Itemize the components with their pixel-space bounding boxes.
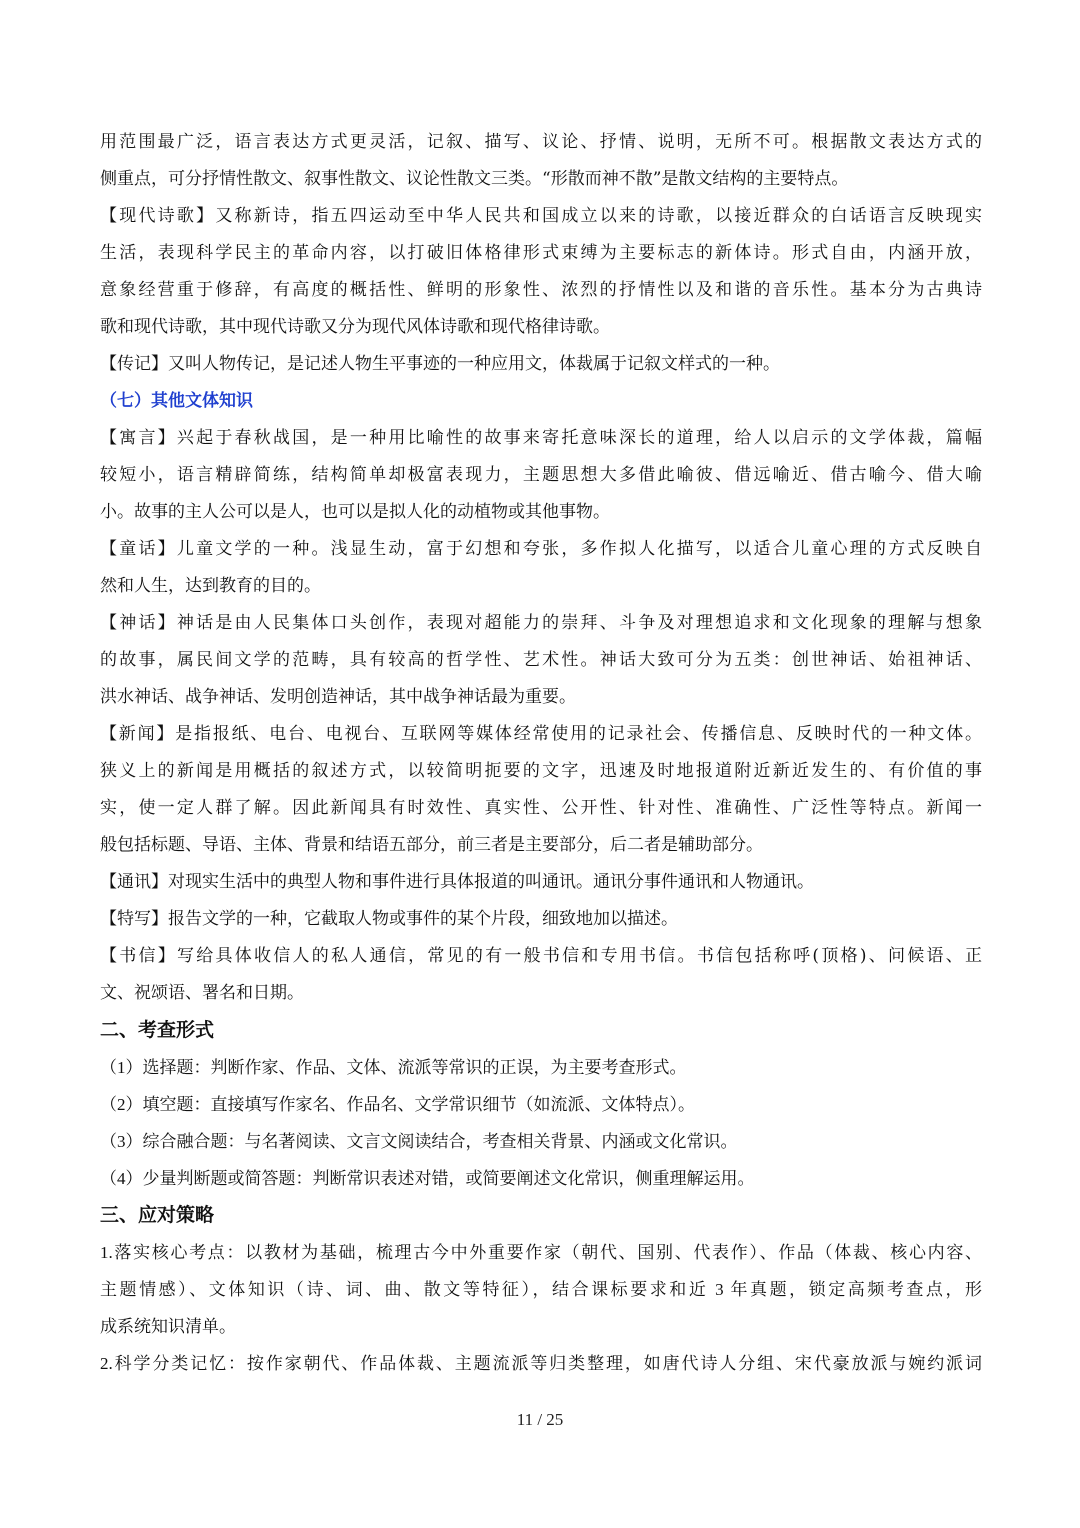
- paragraph-line: 【特写】报告文学的一种，它截取人物或事件的某个片段，细致地加以描述。: [100, 909, 678, 929]
- subheading-other-genres: （七）其他文体知识: [100, 391, 253, 411]
- paragraph-line: 【通讯】对现实生活中的典型人物和事件进行具体报道的叫通讯。通讯分事件通讯和人物通讯。: [100, 872, 814, 892]
- document-body: [100, 124, 982, 1382]
- page-number: 11 / 25: [516, 1410, 564, 1429]
- paragraph-line: 文、祝颂语、署名和日期。: [100, 983, 304, 1003]
- paragraph-line: 歌和现代诗歌，其中现代诗歌又分为现代风体诗歌和现代格律诗歌。: [100, 317, 610, 337]
- paragraph-line: 小。故事的主人公可以是人，也可以是拟人化的动植物或其他事物。: [100, 502, 610, 522]
- list-item: 主题情感）、文体知识（诗、词、曲、散文等特征），结合课标要求和近 3 年真题，锁定高频考查点，形: [100, 1280, 982, 1299]
- section-title-strategies: 三、应对策略: [100, 1204, 215, 1226]
- paragraph-line: 【新闻】是指报纸、电台、电视台、互联网等媒体经常使用的记录社会、传播信息、反映时代的一种文体。: [100, 724, 982, 744]
- paragraph-line: 【神话】神话是由人民集体口头创作，表现对超能力的崇拜、斗争及对理想追求和文化现象的理解与想象: [100, 613, 982, 633]
- paragraph-line: 洪水神话、战争神话、发明创造神话，其中战争神话最为重要。: [100, 687, 576, 707]
- paragraph-line: 【传记】又叫人物传记，是记述人物生平事迹的一种应用文，体裁属于记叙文样式的一种。: [100, 354, 780, 374]
- paragraph-line: 然和人生，达到教育的目的。: [100, 576, 321, 596]
- paragraph-line: 生活，表现科学民主的革命内容，以打破旧体格律形式束缚为主要标志的新体诗。形式自由，内涵开放，: [100, 243, 982, 263]
- paragraph-line: 较短小，语言精辟简练，结构简单却极富表现力，主题思想大多借此喻彼、借远喻近、借古喻今、借大喻: [100, 465, 982, 485]
- list-item: 2.科学分类记忆：按作家朝代、作品体裁、主题流派等归类整理，如唐代诗人分组、宋代豪放派与婉约派词: [100, 1354, 982, 1373]
- paragraph-line: 意象经营重于修辞，有高度的概括性、鲜明的形象性、浓烈的抒情性以及和谐的音乐性。基本分为古典诗: [100, 280, 982, 300]
- paragraph-line: 【寓言】兴起于春秋战国，是一种用比喻性的故事来寄托意味深长的道理，给人以启示的文学体裁，篇幅: [100, 428, 982, 448]
- list-item: （3）综合融合题：与名著阅读、文言文阅读结合，考查相关背景、内涵或文化常识。: [100, 1132, 738, 1151]
- list-item: （4）少量判断题或简答题：判断常识表述对错，或简要阐述文化常识，侧重理解运用。: [100, 1169, 755, 1188]
- paragraph-line: 的故事，属民间文学的范畴，具有较高的哲学性、艺术性。神话大致可分为五类：创世神话、始祖神话、: [100, 650, 982, 670]
- paragraph-line: 狭义上的新闻是用概括的叙述方式，以较简明扼要的文字，迅速及时地报道附近新近发生的、有价值的事: [100, 761, 982, 781]
- paragraph-line: 【书信】写给具体收信人的私人通信，常见的有一般书信和专用书信。书信包括称呼(顶格)、问候语、正: [100, 946, 982, 966]
- list-item: 1.落实核心考点：以教材为基础，梳理古今中外重要作家（朝代、国别、代表作）、作品（体裁、核心内容、: [100, 1243, 982, 1262]
- paragraph-line: 侧重点，可分抒情性散文、叙事性散文、议论性散文三类。“形散而神不散”是散文结构的主要特点。: [100, 169, 849, 189]
- paragraph-line: 【童话】儿童文学的一种。浅显生动，富于幻想和夸张，多作拟人化描写，以适合儿童心理的方式反映自: [100, 539, 982, 559]
- list-item: 成系统知识清单。: [100, 1317, 236, 1336]
- paragraph-line: 实，使一定人群了解。因此新闻具有时效性、真实性、公开性、针对性、准确性、广泛性等特点。新闻一: [100, 798, 982, 818]
- section-title-exam-forms: 二、考查形式: [100, 1019, 215, 1041]
- list-item: （2）填空题：直接填写作家名、作品名、文学常识细节（如流派、文体特点）。: [100, 1095, 695, 1114]
- paragraph-line: 【现代诗歌】又称新诗，指五四运动至中华人民共和国成立以来的诗歌，以接近群众的白话语言反映现实: [100, 206, 982, 226]
- list-item: （1）选择题：判断作家、作品、文体、流派等常识的正误，为主要考查形式。: [100, 1058, 687, 1077]
- paragraph-line: 般包括标题、导语、主体、背景和结语五部分，前三者是主要部分，后二者是辅助部分。: [100, 835, 763, 855]
- paragraph-line: 用范围最广泛，语言表达方式更灵活，记叙、描写、议论、抒情、说明，无所不可。根据散文表达方式的: [100, 132, 982, 152]
